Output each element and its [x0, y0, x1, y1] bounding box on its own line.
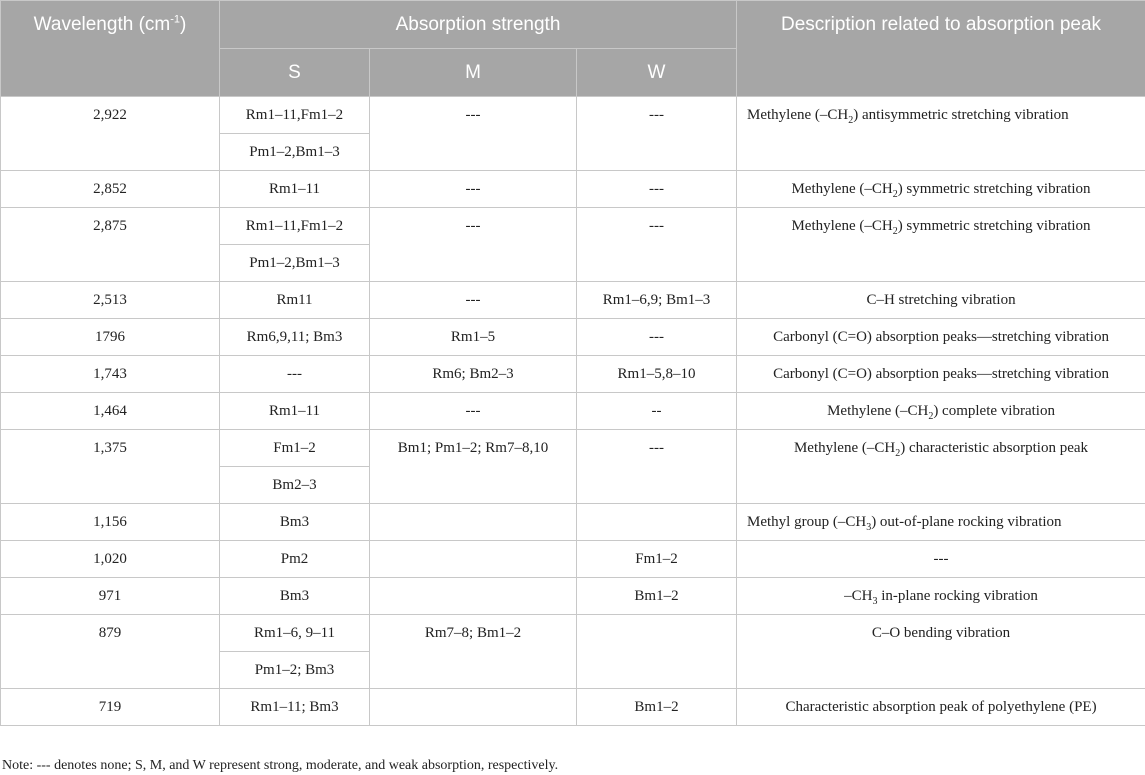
- cell-strong: ---: [220, 356, 370, 393]
- cell-wavelength: 1,156: [1, 504, 220, 541]
- cell-weak: Bm1–2: [577, 689, 737, 726]
- cell-strong: Pm1–2,Bm1–3: [220, 245, 370, 282]
- cell-strong: Rm6,9,11; Bm3: [220, 319, 370, 356]
- cell-strong: Rm1–11: [220, 393, 370, 430]
- cell-wavelength: 971: [1, 578, 220, 615]
- cell-description: Methylene $(-CH_2)$ antisymmetric stretching vibration: [737, 97, 1145, 171]
- cell-moderate: Rm6; Bm2–3: [370, 356, 577, 393]
- cell-strong: Rm1–11: [220, 171, 370, 208]
- cell-description: ---: [737, 541, 1145, 578]
- cell-weak: Fm1–2: [577, 541, 737, 578]
- cell-description: C–O bending vibration: [737, 615, 1145, 689]
- table-row: [1, 393, 1145, 430]
- header-weak: W: [577, 49, 737, 97]
- cell-moderate: ---: [370, 208, 577, 282]
- cell-weak: [577, 615, 737, 689]
- cell-strong: Rm11: [220, 282, 370, 319]
- cell-strong: Bm2–3: [220, 467, 370, 504]
- cell-strong: Bm3: [220, 504, 370, 541]
- cell-wavelength: 2,922: [1, 97, 220, 171]
- header-absorption-strength: Absorption strength: [220, 1, 737, 49]
- header-wavelength: Wavelength $(cm^{-1})$: [1, 1, 220, 97]
- cell-moderate: ---: [370, 171, 577, 208]
- cell-strong: Pm1–2,Bm1–3: [220, 134, 370, 171]
- cell-moderate: ---: [370, 393, 577, 430]
- cell-moderate: [370, 689, 577, 726]
- cell-wavelength: 2,513: [1, 282, 220, 319]
- table-row: [1, 208, 1145, 245]
- table-row: [1, 319, 1145, 356]
- cell-description: Methylene $(-CH_2)$ symmetric stretching vibration: [737, 171, 1145, 208]
- header-description: Description related to absorption peak: [737, 1, 1145, 97]
- cell-description: $-CH_3$ in-plane rocking vibration: [737, 578, 1145, 615]
- cell-wavelength: 1796: [1, 319, 220, 356]
- cell-strong: Pm1–2; Bm3: [220, 652, 370, 689]
- cell-weak: Rm1–5,8–10: [577, 356, 737, 393]
- cell-description: Methylene $(-CH_2)$ symmetric stretching vibration: [737, 208, 1145, 282]
- cell-moderate: ---: [370, 97, 577, 171]
- cell-description: Methyl group $(-CH_3)$ out-of-plane rocking vibration: [737, 504, 1145, 541]
- table-note: Note: --- denotes none; S, M, and W represent strong, moderate, and weak absorption, respectively.: [2, 758, 559, 773]
- cell-wavelength: 2,852: [1, 171, 220, 208]
- table-row: [1, 689, 1145, 726]
- table-row: [1, 282, 1145, 319]
- cell-strong: Rm1–11,Fm1–2: [220, 97, 370, 134]
- cell-description: Characteristic absorption peak of polyethylene (PE): [737, 689, 1145, 726]
- cell-moderate: [370, 578, 577, 615]
- cell-wavelength: 1,743: [1, 356, 220, 393]
- table-row: [1, 171, 1145, 208]
- cell-description: Methylene $(-CH_2)$ complete vibration: [737, 393, 1145, 430]
- cell-wavelength: 1,464: [1, 393, 220, 430]
- table-row: [1, 615, 1145, 652]
- cell-weak: Rm1–6,9; Bm1–3: [577, 282, 737, 319]
- cell-moderate: [370, 504, 577, 541]
- cell-moderate: [370, 541, 577, 578]
- cell-strong: Bm3: [220, 578, 370, 615]
- table-row: [1, 97, 1145, 134]
- cell-wavelength: 719: [1, 689, 220, 726]
- cell-moderate: ---: [370, 282, 577, 319]
- cell-moderate: Rm1–5: [370, 319, 577, 356]
- cell-wavelength: 1,375: [1, 430, 220, 504]
- cell-description: Methylene $(-CH_2)$ characteristic absorption peak: [737, 430, 1145, 504]
- cell-weak: ---: [577, 171, 737, 208]
- cell-description: Carbonyl (C=O) absorption peaks—stretching vibration: [737, 356, 1145, 393]
- cell-wavelength: 2,875: [1, 208, 220, 282]
- table-row: [1, 578, 1145, 615]
- table-row: [1, 356, 1145, 393]
- cell-weak: ---: [577, 430, 737, 504]
- cell-strong: Rm1–6, 9–11: [220, 615, 370, 652]
- table-header: [1, 1, 1145, 97]
- cell-weak: ---: [577, 208, 737, 282]
- cell-description: C–H stretching vibration: [737, 282, 1145, 319]
- cell-weak: Bm1–2: [577, 578, 737, 615]
- table-row: [1, 504, 1145, 541]
- cell-strong: Rm1–11,Fm1–2: [220, 208, 370, 245]
- table-row: [1, 541, 1145, 578]
- cell-weak: ---: [577, 97, 737, 171]
- cell-strong: Fm1–2: [220, 430, 370, 467]
- cell-strong: Pm2: [220, 541, 370, 578]
- cell-weak: --: [577, 393, 737, 430]
- header-moderate: M: [370, 49, 577, 97]
- cell-moderate: Rm7–8; Bm1–2: [370, 615, 577, 689]
- cell-weak: [577, 504, 737, 541]
- cell-wavelength: 879: [1, 615, 220, 689]
- header-strong: S: [220, 49, 370, 97]
- cell-moderate: Bm1; Pm1–2; Rm7–8,10: [370, 430, 577, 504]
- cell-strong: Rm1–11; Bm3: [220, 689, 370, 726]
- cell-description: Carbonyl (C=O) absorption peaks—stretching vibration: [737, 319, 1145, 356]
- table-body: [1, 97, 1145, 726]
- table-row: [1, 430, 1145, 467]
- cell-wavelength: 1,020: [1, 541, 220, 578]
- cell-weak: ---: [577, 319, 737, 356]
